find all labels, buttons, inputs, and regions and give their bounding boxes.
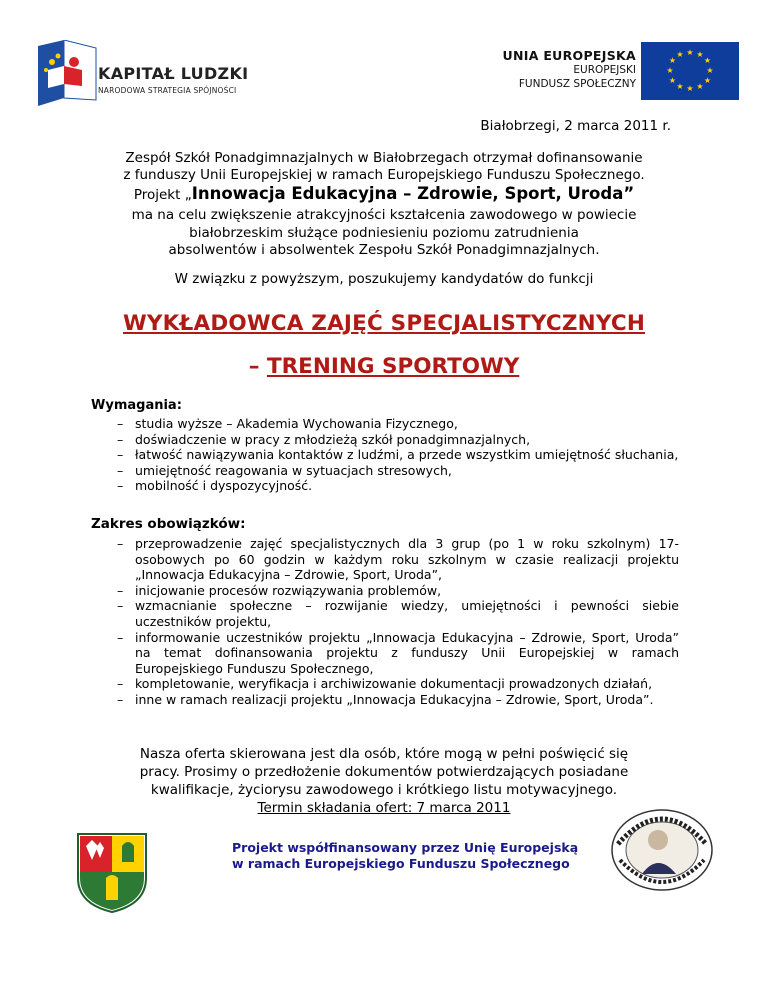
svg-text:★: ★ (706, 66, 714, 75)
requirement-item: – umiejętność reagowania w sytuacjach stresowych, (91, 463, 679, 479)
document-date: Białobrzegi, 2 marca 2011 r. (480, 118, 671, 134)
svg-text:★: ★ (696, 50, 704, 59)
svg-text:★: ★ (686, 48, 694, 57)
requirement-item: – studia wyższe – Akademia Wychowania Fizycznego, (91, 416, 679, 432)
intro-line-1: Zespół Szkół Ponadgimnazjalnych w Białobrzegach otrzymał dofinansowanie (125, 150, 643, 166)
requirement-item: – doświadczenie w pracy z młodzieżą szkół ponadgimnazjalnych, (91, 432, 679, 448)
duty-item: – inicjowanie procesów rozwiązywania problemów, (91, 583, 679, 599)
eu-name: UNIA EUROPEJSKA (502, 48, 636, 63)
svg-text:★: ★ (676, 82, 684, 91)
svg-text:★: ★ (668, 76, 677, 85)
duty-item: – wzmacnianie społeczne – rozwijanie wiedzy, umiejętności i pewności siebie uczestników projektu, (91, 598, 679, 629)
duties-list (91, 536, 679, 708)
duty-item: – inne w ramach realizacji projektu „Innowacja Edukacyjna – Zdrowie, Sport, Uroda”. (91, 692, 679, 708)
efs-line2: FUNDUSZ SPOŁECZNY (518, 78, 636, 90)
requirement-item: – łatwość nawiązywania kontaktów z ludźmi, a przede wszystkim umiejętność słuchania, (91, 447, 679, 463)
requirements-heading: Wymagania: (91, 398, 182, 413)
svg-text:★: ★ (686, 84, 694, 93)
school-seal-icon (608, 804, 716, 894)
intro-line-2: z funduszy Unii Europejskiej w ramach Europejskiego Funduszu Społecznego. (123, 167, 645, 183)
duty-item: – kompletowanie, weryfikacja i archiwizowanie dokumentacji prowadzonych działań, (91, 676, 679, 692)
eu-text-block (503, 49, 636, 91)
duty-item: – informowanie uczestników projektu „Innowacja Edukacyjna – Zdrowie, Sport, Uroda” na temat dofinansowania projektu z funduszy Unii Europejskiej w ramach Europejskiego Funduszu Społecznego, (91, 630, 679, 677)
county-crest-icon (76, 832, 148, 914)
subtitle-dash: – (248, 354, 267, 379)
cofinancing-line-2: w ramach Europejskiego Funduszu Społecznego (232, 856, 570, 871)
efs-line1: EUROPEJSKI (573, 64, 636, 76)
svg-text:★: ★ (668, 56, 677, 65)
intro-line-5: białobrzeskim służące podniesieniu poziomu zatrudnienia (189, 225, 579, 241)
project-prefix: Projekt „ (133, 187, 192, 203)
intro-line-4: ma na celu zwiększenie atrakcyjności kształcenia zawodowego w powiecie (131, 207, 637, 223)
closing-line-3: kwalifikacje, życiorysu zawodowego i krótkiego listu motywacyjnego. (150, 782, 618, 798)
position-subtitle (0, 354, 768, 379)
kapital-ludzki-flag-icon (34, 40, 100, 112)
intro-line-3 (0, 184, 768, 203)
position-title: WYKŁADOWCA ZAJĘĆ SPECJALISTYCZNYCH (122, 311, 646, 336)
intro-line-6: absolwentów i absolwentek Zespołu Szkół Ponadgimnazjalnych. (168, 242, 600, 258)
eu-flag-icon (641, 42, 739, 100)
closing-line-2: pracy. Prosimy o przedłożenie dokumentów potwierdzających posiadane (139, 764, 629, 780)
requirements-list (91, 416, 679, 494)
intro-line-7: W związku z powyższym, poszukujemy kandydatów do funkcji (174, 271, 594, 287)
closing-line-1: Nasza oferta skierowana jest dla osób, które mogą w pełni poświęcić się (139, 746, 629, 762)
deadline: Termin składania ofert: 7 marca 2011 (257, 800, 511, 816)
project-name: Innowacja Edukacyjna – Zdrowie, Sport, Uroda” (191, 184, 635, 203)
kapital-ludzki-subtitle: NARODOWA STRATEGIA SPÓJNOŚCI (98, 86, 237, 95)
svg-text:★: ★ (703, 56, 712, 65)
subtitle-text: TRENING SPORTOWY (266, 354, 520, 379)
svg-text:★: ★ (696, 82, 704, 91)
svg-text:★: ★ (676, 50, 684, 59)
requirement-item: – mobilność i dyspozycyjność. (91, 478, 679, 494)
duty-item: – przeprowadzenie zajęć specjalistycznych dla 3 grup (po 1 w roku szkolnym) 17-osobowych po 60 godzin w każdym roku szkolnym w czasie realizacji projektu „Innowacja Edukacyjna – Zdrowie, Sport, Uroda”, (91, 536, 679, 583)
cofinancing-line-1: Projekt współfinansowany przez Unię Europejską (232, 840, 579, 855)
svg-text:★: ★ (703, 76, 712, 85)
duties-heading: Zakres obowiązków: (91, 516, 246, 532)
kapital-ludzki-logo (34, 40, 264, 112)
svg-text:★: ★ (666, 66, 674, 75)
kapital-ludzki-name: KAPITAŁ LUDZKI (98, 64, 249, 83)
cofinancing-note (232, 840, 578, 872)
